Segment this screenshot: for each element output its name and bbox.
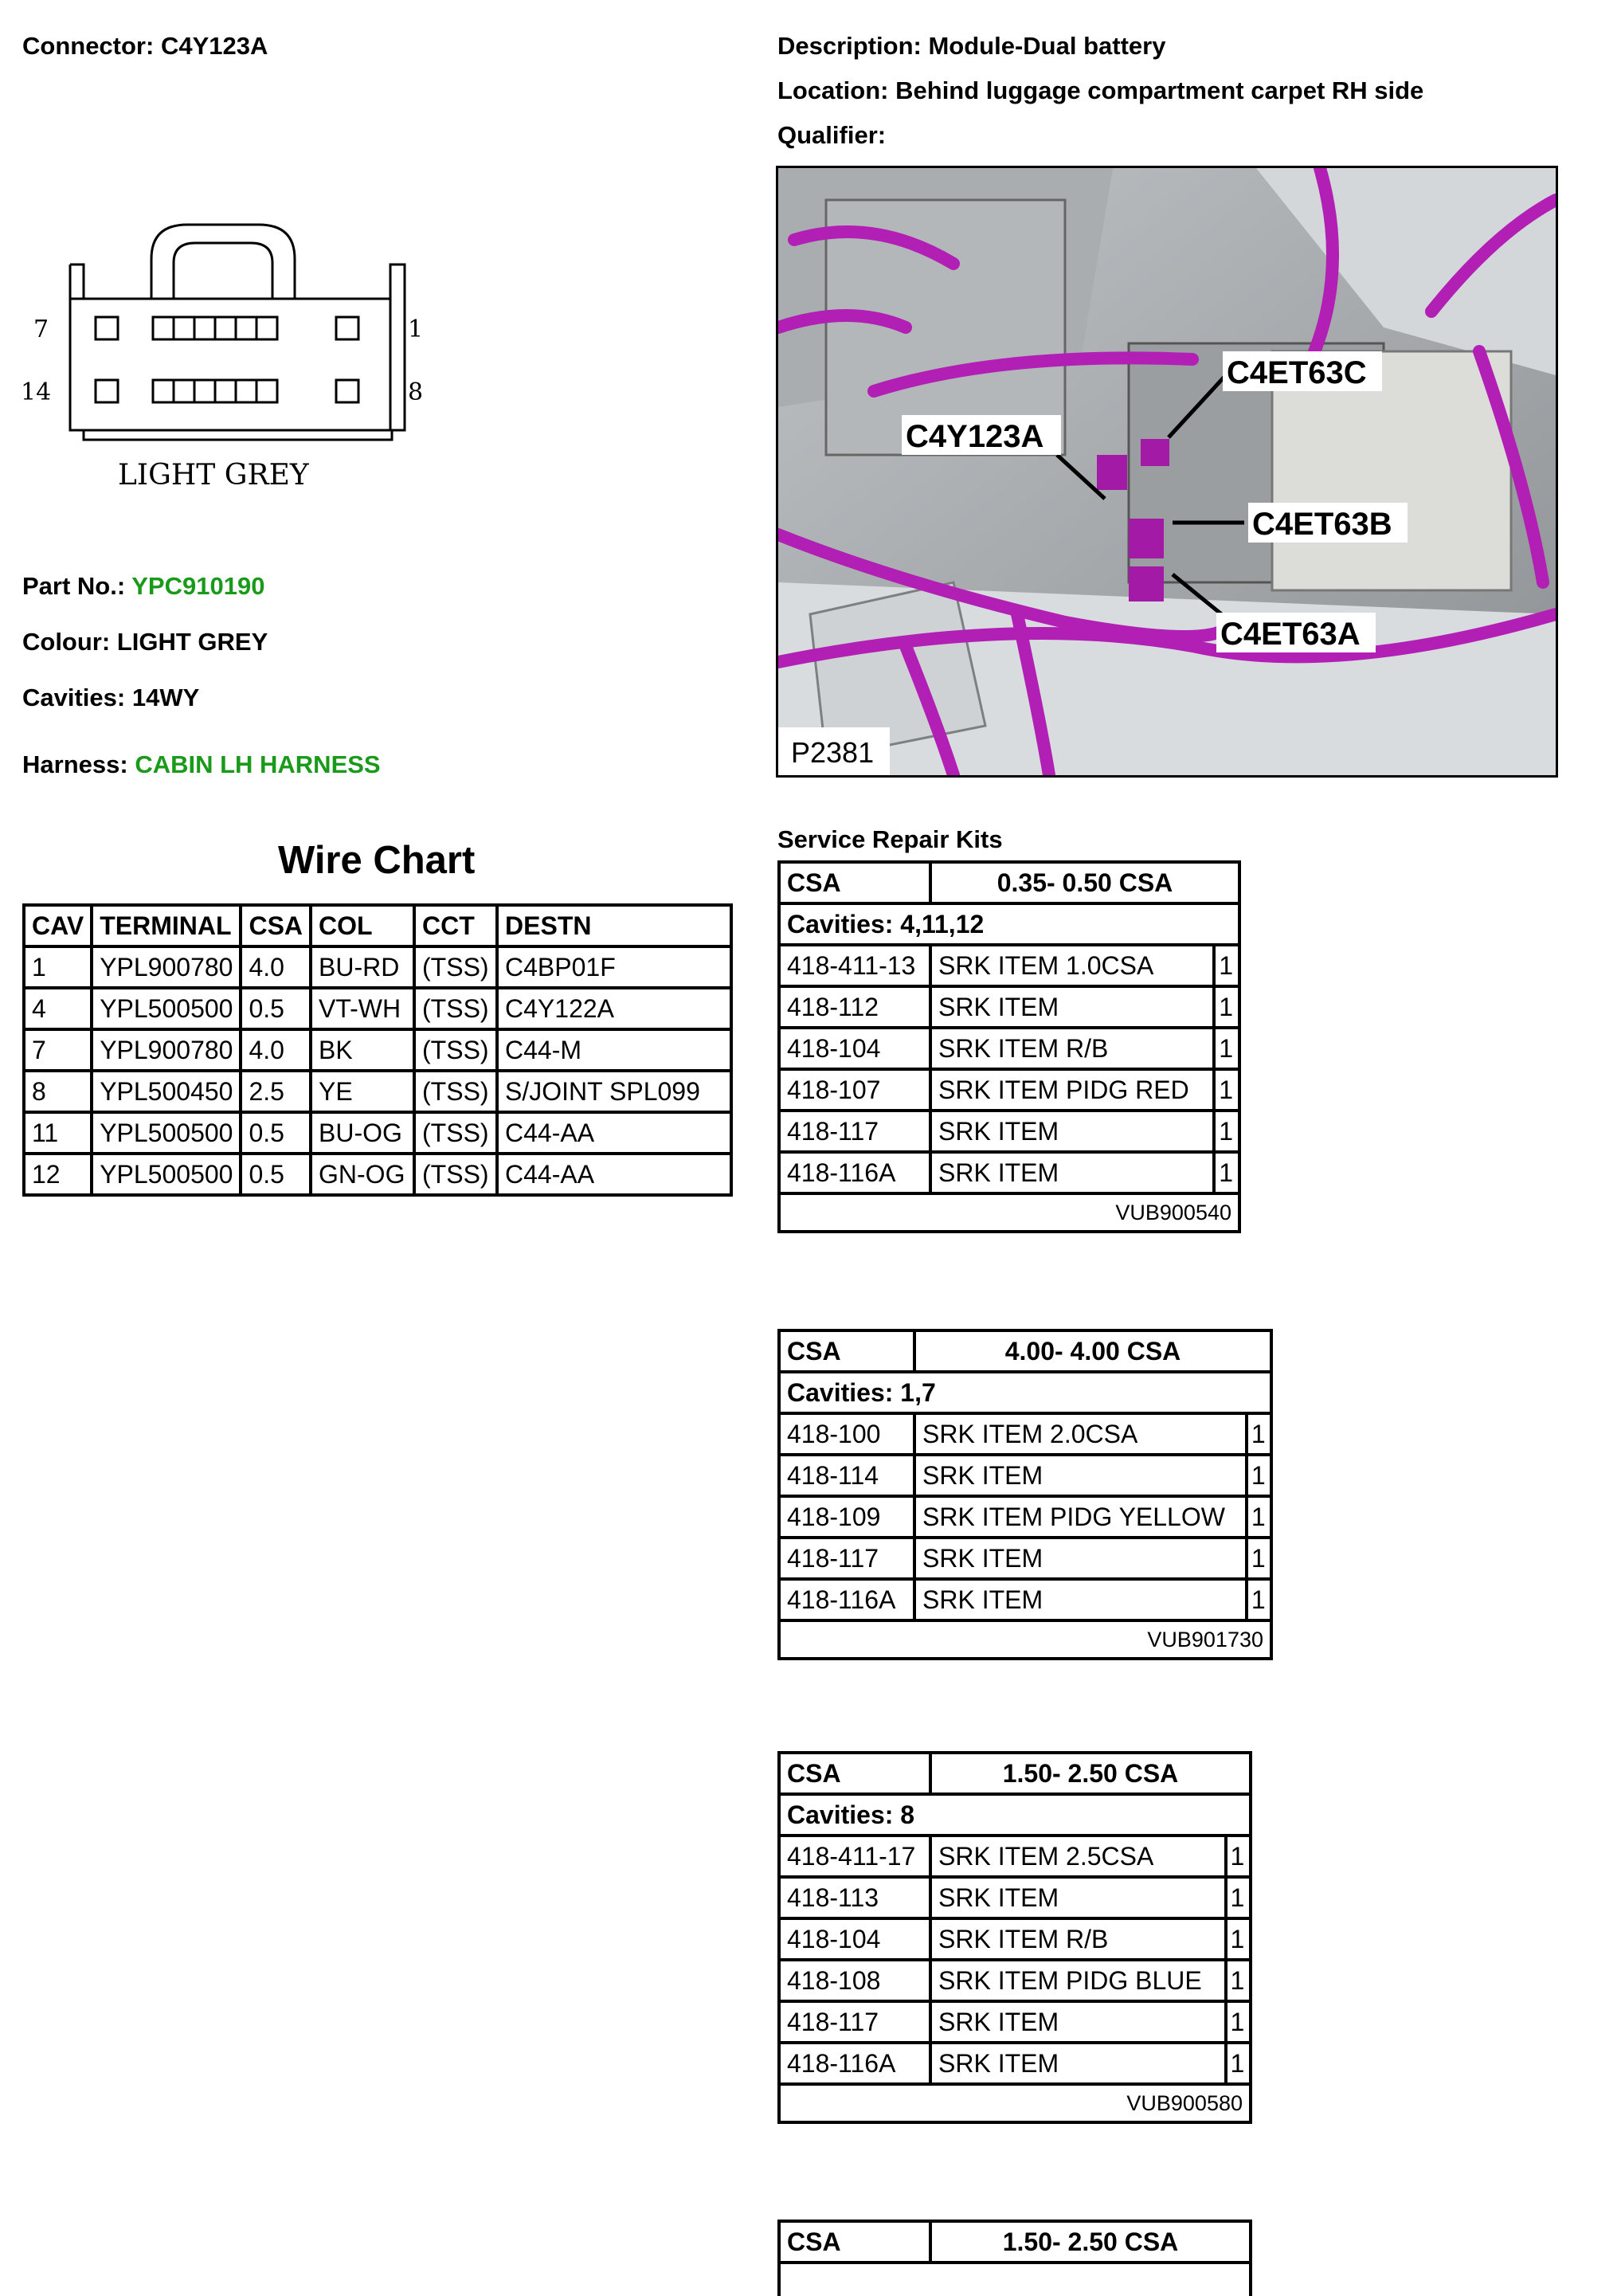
table-row: 418-100 SRK ITEM 2.0CSA 1 xyxy=(779,1413,1271,1455)
part-no-line: Part No.: YPC910190 xyxy=(22,572,265,600)
connector-line: Connector: C4Y123A xyxy=(22,32,268,60)
table-row: 12 YPL500500 0.5 GN-OG (TSS) C44-AA xyxy=(24,1154,731,1195)
harness-line: Harness: CABIN LH HARNESS xyxy=(22,750,381,778)
table-row: 418-411-13 SRK ITEM 1.0CSA 1 xyxy=(779,945,1239,986)
service-kit-table: CSA 1.50- 2.50 CSA Cavities: 8 418-411-17 SRK ITEM 2.5CSA 1 418-113 SRK ITEM 1 418-104 SRK ITEM R/B 1 418-108 SRK ITEM PIDG BLUE 1 418-117 SRK ITEM 1 418-116A SRK ITEM 1 VUB900580 xyxy=(777,1751,1252,2124)
photo-label-c4y123a: C4Y123A xyxy=(906,419,1044,454)
location-photo xyxy=(776,166,1558,778)
table-row: 4 YPL500500 0.5 VT-WH (TSS) C4Y122A xyxy=(24,988,731,1029)
table-row: 8 YPL500450 2.5 YE (TSS) S/JOINT SPL099 xyxy=(24,1071,731,1112)
service-kit-table: CSA 0.35- 0.50 CSA Cavities: 4,11,12 418-411-13 SRK ITEM 1.0CSA 1 418-112 SRK ITEM 1 418-104 SRK ITEM R/B 1 418-107 SRK ITEM PIDG RED 1 418-117 SRK ITEM 1 418-116A SRK ITEM 1 VUB900540 xyxy=(777,860,1241,1233)
table-row: 418-104 SRK ITEM R/B 1 xyxy=(779,1028,1239,1069)
location-line: Location: Behind luggage compartment carpet RH side xyxy=(777,76,1424,104)
harness-link[interactable]: CABIN LH HARNESS xyxy=(135,750,381,778)
connector-id: C4Y123A xyxy=(160,32,268,60)
cavities-line: Cavities: 14WY xyxy=(22,684,200,711)
photo-label-c4et63c: C4ET63C xyxy=(1227,355,1367,390)
table-row: 418-113 SRK ITEM 1 xyxy=(779,1877,1251,1918)
table-row: 418-117 SRK ITEM 1 xyxy=(779,2001,1251,2043)
table-row: 418-411-17 SRK ITEM 2.5CSA 1 xyxy=(779,1836,1251,1877)
qualifier-line: Qualifier: xyxy=(777,121,887,149)
part-no-link[interactable]: YPC910190 xyxy=(131,572,265,600)
connector-colour-caption: LIGHT GREY xyxy=(118,459,309,492)
photo-label-c4et63a: C4ET63A xyxy=(1220,617,1361,652)
table-row: 11 YPL500500 0.5 BU-OG (TSS) C44-AA xyxy=(24,1112,731,1154)
pin-label-1: 1 xyxy=(408,315,424,343)
wire-chart-title: Wire Chart xyxy=(278,839,476,882)
table-row: 418-112 SRK ITEM 1 xyxy=(779,986,1239,1028)
table-row: 418-116A SRK ITEM 1 xyxy=(779,1152,1239,1193)
pin-label-8: 8 xyxy=(408,378,424,406)
wire-chart-table xyxy=(22,903,733,1197)
photo-id: P2381 xyxy=(791,736,875,769)
table-row: 418-109 SRK ITEM PIDG YELLOW 1 xyxy=(779,1496,1271,1538)
table-row: 418-114 SRK ITEM 1 xyxy=(779,1455,1271,1496)
table-row: 418-117 SRK ITEM 1 xyxy=(779,1111,1239,1152)
wire-chart-header: CAV TERMINAL CSA COL CCT DESTN xyxy=(24,905,731,946)
kit-reference: VUB901730 xyxy=(779,1620,1271,1659)
pin-label-7: 7 xyxy=(33,315,49,343)
table-row: 418-104 SRK ITEM R/B 1 xyxy=(779,1918,1251,1960)
description-line: Description: Module-Dual battery xyxy=(777,32,1166,60)
table-row: 1 YPL900780 4.0 BU-RD (TSS) C4BP01F xyxy=(24,946,731,988)
pin-label-14: 14 xyxy=(21,378,52,406)
table-row: 7 YPL900780 4.0 BK (TSS) C44-M xyxy=(24,1029,731,1071)
kit-reference: VUB900580 xyxy=(779,2084,1251,2122)
table-row: 418-107 SRK ITEM PIDG RED 1 xyxy=(779,1069,1239,1111)
colour-line: Colour: LIGHT GREY xyxy=(22,628,268,656)
service-kit-table: CSA 1.50- 2.50 CSA xyxy=(777,2220,1252,2296)
service-kit-table: CSA 4.00- 4.00 CSA Cavities: 1,7 418-100 SRK ITEM 2.0CSA 1 418-114 SRK ITEM 1 418-109 SRK ITEM PIDG YELLOW 1 418-117 SRK ITEM 1 418-116A SRK ITEM 1 VUB901730 xyxy=(777,1329,1273,1660)
table-row: 418-117 SRK ITEM 1 xyxy=(779,1538,1271,1579)
service-repair-kits-title: Service Repair Kits xyxy=(777,825,1003,853)
table-row: 418-116A SRK ITEM 1 xyxy=(779,1579,1271,1620)
connector-face-diagram xyxy=(16,215,446,502)
table-row: 418-108 SRK ITEM PIDG BLUE 1 xyxy=(779,1960,1251,2001)
table-row: 418-116A SRK ITEM 1 xyxy=(779,2043,1251,2084)
kit-reference: VUB900540 xyxy=(779,1193,1239,1232)
photo-label-c4et63b: C4ET63B xyxy=(1252,507,1392,542)
